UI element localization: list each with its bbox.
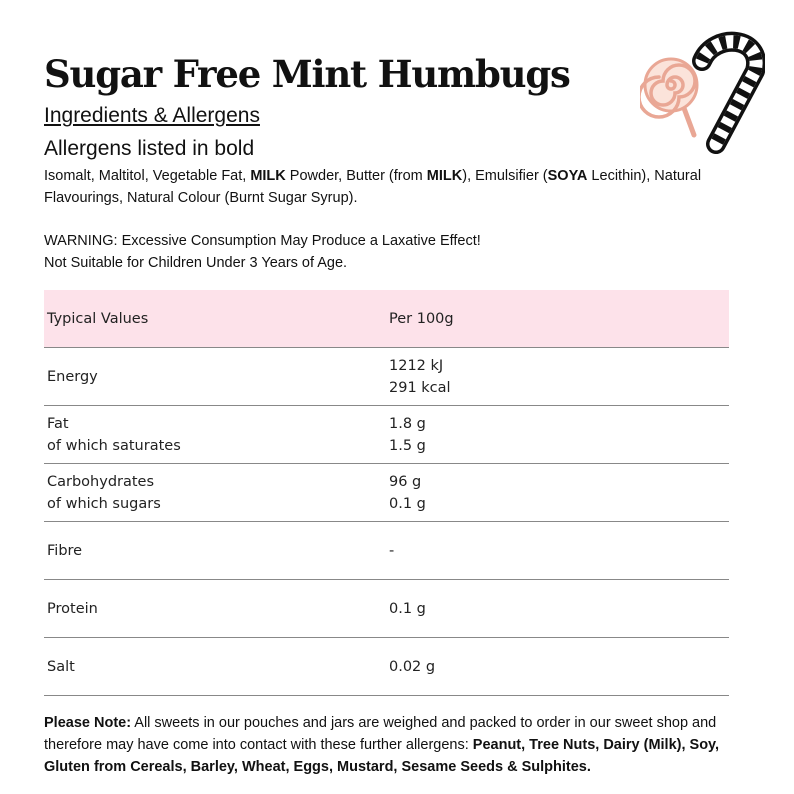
table-header [44, 290, 729, 348]
nutrient-amount: - [389, 542, 395, 559]
ingredients-part: Isomalt, Maltitol, Vegetable Fat, [44, 168, 251, 184]
ingredients-part: ), Emulsifier ( [462, 168, 548, 184]
nutrient-amount: 291 kcal [389, 379, 451, 396]
nutrient-name: Fat [47, 415, 69, 432]
nutrient-value [389, 355, 729, 399]
nutrient-label [44, 366, 389, 388]
allergen-note: Allergens listed in bold [44, 137, 255, 160]
nutrient-label [44, 413, 389, 457]
table-row [44, 464, 729, 522]
nutrient-name: Energy [47, 368, 98, 385]
please-note [44, 712, 756, 778]
header-label: Typical Values [47, 310, 149, 327]
nutrient-name: Carbohydrates [47, 473, 155, 490]
candy-cane-icon [702, 42, 756, 144]
nutrient-amount: 96 g [389, 473, 422, 490]
candy-illustration [640, 28, 765, 158]
nutrient-value [389, 413, 729, 457]
nutrient-label [44, 656, 389, 678]
please-note-label: Please Note: [44, 715, 132, 731]
warning-text [44, 230, 764, 274]
nutrient-amount: 1.5 g [389, 437, 426, 454]
nutrient-name: of which saturates [47, 437, 181, 454]
allergen-bold: MILK [250, 168, 286, 184]
nutrient-amount: 1212 kJ [389, 357, 444, 374]
allergen-bold: MILK [426, 168, 463, 184]
table-row [44, 580, 729, 638]
nutrient-value [389, 656, 729, 678]
nutrient-label [44, 471, 389, 515]
table-row [44, 638, 729, 696]
nutrient-name: of which sugars [47, 495, 161, 512]
nutrient-amount: 0.1 g [389, 495, 426, 512]
ingredients-part: Powder, Butter (from [285, 168, 427, 184]
page-title: Sugar Free Mint Humbugs [44, 52, 570, 96]
nutrient-amount: 0.02 g [389, 658, 436, 675]
table-row [44, 406, 729, 464]
further-allergens: Peanut, Tree Nuts, Dairy (Milk), Soy, Gluten from Cereals, Barley, Wheat, Eggs, Mustard, Sesame Seeds & Sulphites. [44, 737, 720, 775]
nutrient-amount: 0.1 g [389, 600, 426, 617]
nutrient-name: Salt [47, 658, 75, 675]
lollipop-icon [640, 59, 697, 135]
nutrient-name: Protein [47, 600, 98, 617]
table-row [44, 348, 729, 406]
nutrient-amount: 1.8 g [389, 415, 426, 432]
table-row [44, 522, 729, 580]
warning-line: Not Suitable for Children Under 3 Years of Age. [44, 255, 348, 271]
header-value: Per 100g [389, 310, 454, 327]
nutrient-name: Fibre [47, 542, 83, 559]
ingredients-text [44, 165, 764, 209]
ingredients-part: Lecithin), Natural Flavourings, Natural Colour (Burnt Sugar Syrup). [44, 168, 702, 206]
please-note-text: All sweets in our pouches and jars are weighed and packed to order in our sweet shop and therefore may have come into contact with these further allergens: [44, 715, 717, 753]
nutrient-value [389, 598, 729, 620]
nutrition-table [44, 290, 729, 696]
nutrient-value [389, 540, 729, 562]
nutrient-label [44, 598, 389, 620]
section-heading: Ingredients & Allergens [44, 104, 260, 127]
nutrient-value [389, 471, 729, 515]
nutrient-label [44, 540, 389, 562]
allergen-bold: SOYA [547, 168, 588, 184]
warning-line: WARNING: Excessive Consumption May Produce a Laxative Effect! [44, 233, 481, 249]
